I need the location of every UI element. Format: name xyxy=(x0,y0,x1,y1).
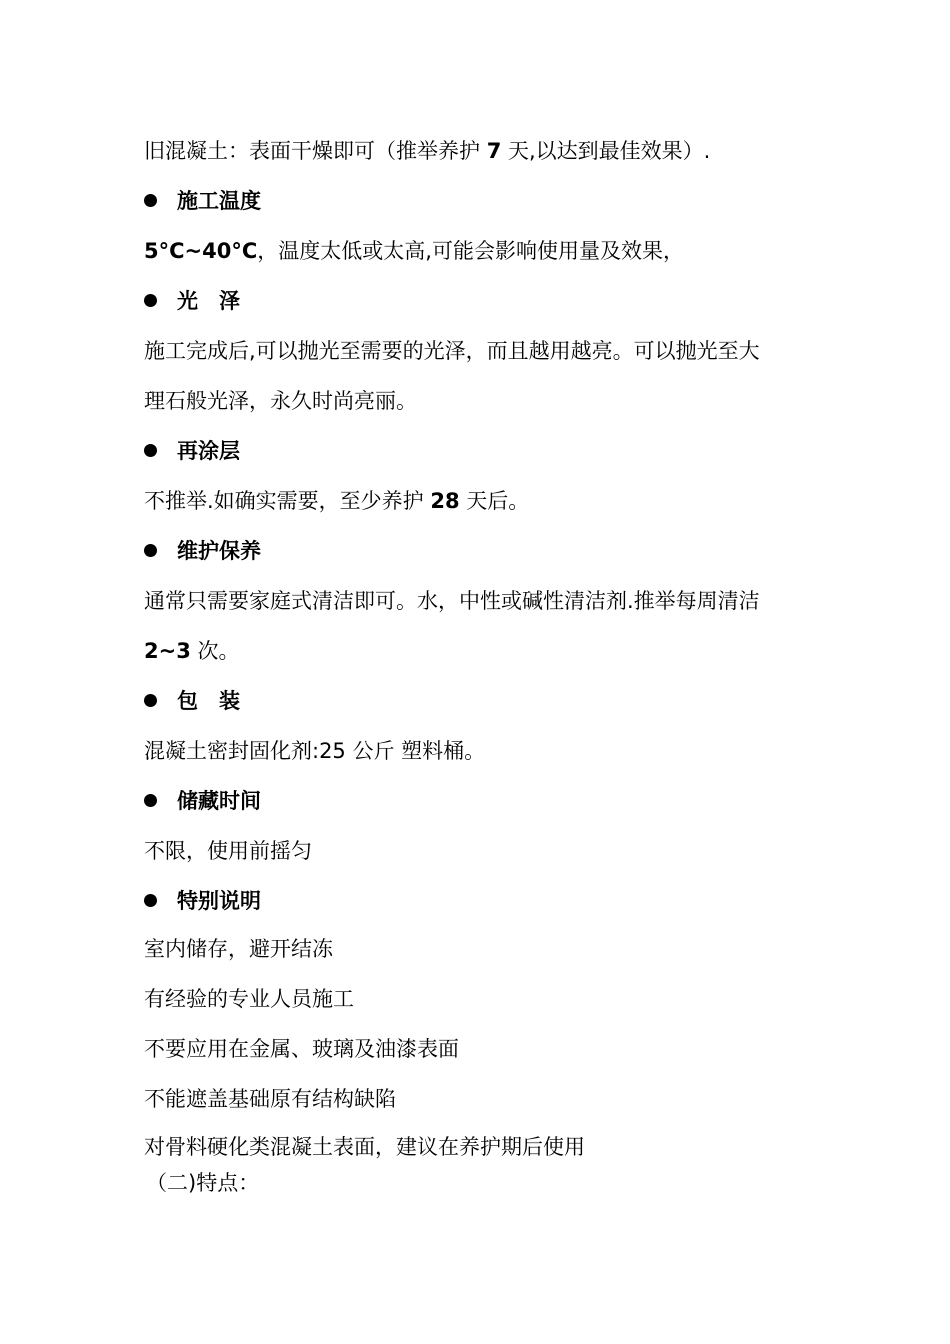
special-note-5: 对骨料硬化类混凝土表面，建议在养护期后使用 xyxy=(144,1135,585,1159)
special-note-3: 不要应用在金属、玻璃及油漆表面 xyxy=(144,1037,459,1061)
heading-packaging: 包 装 xyxy=(144,686,240,716)
gloss-text-2: 理石般光泽，永久时尚亮丽。 xyxy=(144,389,417,413)
heading-special-notes: 特别说明 xyxy=(144,886,261,916)
heading-storage: 储藏时间 xyxy=(144,786,261,816)
bullet-icon xyxy=(144,694,157,707)
special-note-2: 有经验的专业人员施工 xyxy=(144,987,354,1011)
bullet-icon xyxy=(144,294,157,307)
bullet-icon xyxy=(144,444,157,457)
heading-recoat: 再涂层 xyxy=(144,436,240,466)
recoat-text: 不推举.如确实需要，至少养护 28 天后。 xyxy=(144,489,530,513)
storage-text: 不限，使用前摇匀 xyxy=(144,839,312,863)
special-note-4: 不能遮盖基础原有结构缺陷 xyxy=(144,1087,396,1111)
gloss-text-1: 施工完成后,可以抛光至需要的光泽，而且越用越亮。可以抛光至大 xyxy=(144,339,760,363)
bullet-icon xyxy=(144,544,157,557)
heading-gloss: 光 泽 xyxy=(144,286,240,316)
maintenance-text-1: 通常只需要家庭式清洁即可。水，中性或碱性清洁剂.推举每周清洁 xyxy=(144,589,760,613)
bullet-icon xyxy=(144,194,157,207)
special-note-1: 室内储存，避开结冻 xyxy=(144,937,333,961)
heading-temperature: 施工温度 xyxy=(144,186,261,216)
packaging-text: 混凝土密封固化剂:25 公斤 塑料桶。 xyxy=(144,739,486,763)
maintenance-text-2: 2~3 次。 xyxy=(144,639,240,663)
heading-maintenance: 维护保养 xyxy=(144,536,261,566)
bullet-icon xyxy=(144,894,157,907)
cure-text: 旧混凝土：表面干燥即可（推举养护 7 天,以达到最佳效果）. xyxy=(144,139,711,163)
temperature-text: 5°C~40°C，温度太低或太高,可能会影响使用量及效果， xyxy=(144,239,684,263)
bullet-icon xyxy=(144,794,157,807)
features-heading: （二)特点： xyxy=(146,1171,260,1195)
